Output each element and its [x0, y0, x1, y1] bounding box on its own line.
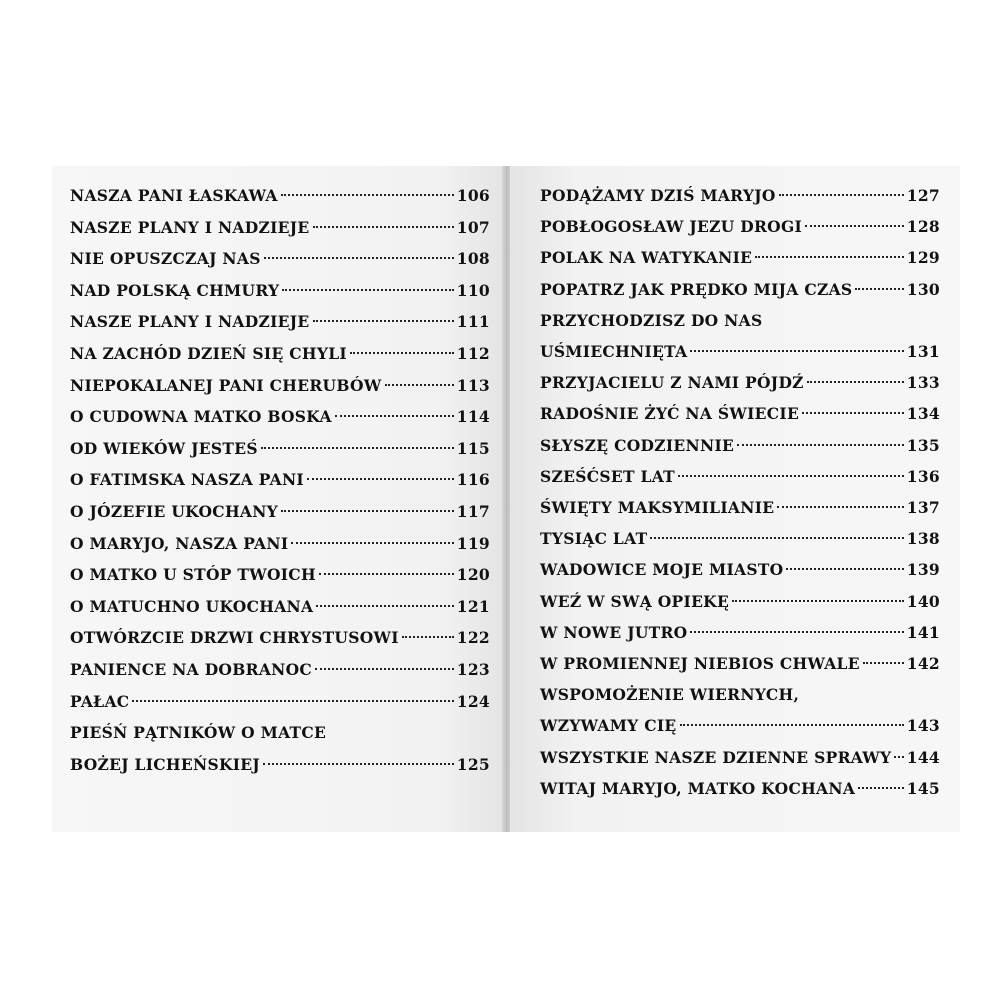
toc-title: WADOWICE MOJE MIASTO — [540, 560, 784, 580]
toc-title: O MARYJO, NASZA PANI — [70, 533, 289, 553]
toc-title: NA ZACHÓD DZIEŃ SIĘ CHYLI — [70, 344, 347, 363]
toc-entry-multiline — [540, 338, 940, 366]
toc-entry — [70, 403, 490, 431]
toc-title: POPATRZ JAK PRĘDKO MIJA CZAS — [540, 279, 853, 299]
toc-title: O CUDOWNA MATKO BOSKA — [70, 407, 332, 427]
toc-page-number: 117 — [456, 502, 490, 521]
toc-entry — [540, 182, 940, 210]
dot-leader — [786, 568, 903, 570]
dot-leader — [863, 662, 904, 664]
dot-leader — [291, 542, 453, 544]
toc-entry — [540, 463, 940, 491]
dot-leader — [807, 381, 904, 383]
dot-leader — [858, 787, 904, 789]
toc-title: WITAJ MARYJO, MATKO KOCHANA — [540, 778, 856, 798]
toc-entry — [540, 744, 940, 772]
toc-title: PRZYJACIELU Z NAMI PÓJDŹ — [540, 373, 804, 393]
toc-page-number: 129 — [906, 248, 940, 268]
toc-title: PANIENCE NA DOBRANOC — [70, 660, 313, 679]
toc-page-number: 115 — [456, 438, 490, 458]
toc-entry — [540, 775, 940, 803]
toc-page-number: 135 — [906, 435, 940, 455]
dot-leader — [802, 412, 904, 414]
dot-leader — [264, 257, 454, 259]
toc-entry — [540, 276, 940, 304]
toc-entry-multiline-line1: PIEŚŃ PĄTNIKÓW O MATCE — [70, 723, 327, 743]
toc-entry — [540, 619, 940, 647]
toc-title: O MATKO U STÓP TWOICH — [70, 565, 316, 585]
dot-leader — [678, 475, 904, 477]
toc-entry — [70, 498, 490, 526]
toc-entry — [70, 245, 490, 273]
toc-entry — [540, 244, 940, 272]
toc-page-number: 120 — [456, 565, 490, 585]
right-page — [510, 166, 960, 832]
toc-title: ŚWIĘTY MAKSYMILIANIE — [540, 498, 775, 517]
toc-page-number: 139 — [906, 560, 940, 580]
toc-page-number: 108 — [456, 249, 490, 269]
toc-page-number: 114 — [456, 407, 490, 427]
toc-entry-multiline — [70, 751, 490, 779]
toc-entry — [70, 593, 490, 621]
dot-leader — [402, 636, 454, 638]
dot-leader — [805, 225, 904, 227]
toc-page-number: 143 — [906, 716, 940, 736]
toc-entry — [540, 556, 940, 584]
toc-title: W PROMIENNEJ NIEBIOS CHWALE — [540, 654, 860, 673]
toc-page-number: 138 — [906, 529, 940, 549]
toc-entry — [70, 277, 490, 305]
toc-title: NASZA PANI ŁASKAWA — [70, 186, 278, 205]
toc-title: WZYWAMY CIĘ — [540, 716, 677, 736]
dot-leader — [335, 415, 454, 417]
toc-entry — [540, 650, 940, 678]
toc-title: O MATUCHNO UKOCHANA — [70, 596, 314, 616]
toc-title: SŁYSZĘ CODZIENNIE — [540, 435, 735, 455]
toc-title: WSZYSTKIE NASZE DZIENNE SPRAWY — [540, 747, 892, 767]
toc-entry — [540, 213, 940, 241]
dot-leader — [313, 226, 454, 228]
toc-entry — [70, 372, 490, 400]
toc-page-number: 136 — [906, 466, 940, 486]
toc-title: POBŁOGOSŁAW JEZU DROGI — [540, 217, 803, 237]
dot-leader — [282, 289, 453, 291]
dot-leader — [263, 763, 454, 765]
toc-title: WEŹ W SWĄ OPIEKĘ — [540, 591, 730, 611]
dot-leader — [777, 506, 903, 508]
dot-leader — [690, 631, 903, 633]
toc-entry — [540, 525, 940, 553]
toc-page-number: 121 — [456, 596, 490, 616]
dot-leader — [132, 700, 453, 702]
toc-page-number: 130 — [906, 279, 940, 299]
dot-leader — [319, 573, 454, 575]
toc-entry — [540, 432, 940, 460]
toc-page-number: 119 — [456, 533, 490, 553]
dot-leader — [281, 510, 454, 512]
toc-title: PAŁAC — [70, 691, 130, 711]
dot-leader — [855, 288, 903, 290]
toc-page-number: 128 — [906, 217, 940, 237]
toc-entry — [70, 688, 490, 716]
toc-title: O FATIMSKA NASZA PANI — [70, 470, 304, 490]
dot-leader — [313, 320, 454, 322]
toc-page-number: 122 — [456, 628, 490, 648]
dot-leader — [779, 194, 904, 196]
toc-entry — [70, 656, 490, 684]
dot-leader — [732, 600, 904, 602]
toc-page-number: 106 — [456, 186, 490, 205]
toc-title: NASZE PLANY I NADZIEJE — [70, 312, 310, 332]
toc-page-number: 124 — [456, 691, 490, 711]
dot-leader — [737, 444, 904, 446]
dot-leader — [385, 384, 454, 386]
toc-title: OTWÓRZCIE DRZWI CHRYSTUSOWI — [70, 628, 399, 648]
toc-page-number: 127 — [906, 186, 940, 205]
toc-title: TYSIĄC LAT — [540, 529, 648, 549]
dot-leader — [755, 256, 903, 258]
toc-page-number: 144 — [906, 747, 940, 767]
toc-title: O JÓZEFIE UKOCHANY — [70, 502, 279, 521]
toc-title: POLAK NA WATYKANIE — [540, 248, 753, 268]
toc-entry — [540, 369, 940, 397]
toc-title: NIEPOKALANEJ PANI CHERUBÓW — [70, 375, 382, 395]
dot-leader — [281, 194, 454, 196]
toc-page-number: 107 — [456, 217, 490, 237]
toc-title: RADOŚNIE ŻYĆ NA ŚWIECIE — [540, 404, 800, 424]
toc-page-number: 145 — [906, 778, 940, 798]
toc-page-number: 125 — [456, 754, 490, 774]
toc-title: NAD POLSKĄ CHMURY — [70, 280, 280, 300]
toc-entry — [70, 466, 490, 494]
toc-title: W NOWE JUTRO — [540, 622, 688, 642]
toc-page-number: 131 — [906, 342, 940, 361]
toc-entry — [70, 624, 490, 652]
toc-page-number: 133 — [906, 373, 940, 393]
toc-page-number: 110 — [456, 280, 490, 300]
toc-entry — [540, 400, 940, 428]
toc-title: UŚMIECHNIĘTA — [540, 342, 688, 361]
dot-leader — [894, 756, 903, 758]
toc-entry-multiline-line1: WSPOMOŻENIE WIERNYCH, — [540, 685, 800, 705]
toc-entry — [540, 588, 940, 616]
toc-entry-multiline-line1: PRZYCHODZISZ DO NAS — [540, 310, 763, 330]
dot-leader — [680, 724, 904, 726]
toc-page-number: 141 — [906, 622, 940, 642]
toc-title: BOŻEJ LICHEŃSKIEJ — [70, 754, 261, 774]
toc-page-number: 123 — [456, 660, 490, 679]
dot-leader — [261, 447, 454, 449]
toc-entry — [540, 494, 940, 522]
toc-page-number: 111 — [456, 312, 490, 332]
dot-leader — [350, 352, 454, 354]
toc-entry — [70, 435, 490, 463]
toc-page-number: 116 — [456, 470, 490, 490]
dot-leader — [690, 350, 903, 352]
toc-entry — [70, 182, 490, 210]
toc-page-number: 140 — [906, 591, 940, 611]
toc-page-number: 134 — [906, 404, 940, 424]
toc-page-number: 137 — [906, 498, 940, 517]
left-page — [52, 166, 504, 832]
toc-title: NASZE PLANY I NADZIEJE — [70, 217, 310, 237]
toc-title: PODĄŻAMY DZIŚ MARYJO — [540, 186, 776, 205]
toc-entry-multiline — [540, 712, 940, 740]
toc-title: SZEŚĆSET LAT — [540, 466, 676, 486]
toc-entry — [70, 340, 490, 368]
dot-leader — [316, 605, 453, 607]
toc-title: OD WIEKÓW JESTEŚ — [70, 438, 258, 458]
toc-entry — [70, 530, 490, 558]
dot-leader — [650, 537, 903, 539]
toc-page-number: 142 — [906, 654, 940, 673]
toc-entry — [70, 214, 490, 242]
toc-page-number: 113 — [456, 375, 490, 395]
toc-entry — [70, 561, 490, 589]
dot-leader — [315, 668, 454, 670]
dot-leader — [307, 478, 454, 480]
toc-title: NIE OPUSZCZAJ NAS — [70, 249, 261, 269]
toc-page-number: 112 — [456, 344, 490, 363]
toc-entry — [70, 308, 490, 336]
